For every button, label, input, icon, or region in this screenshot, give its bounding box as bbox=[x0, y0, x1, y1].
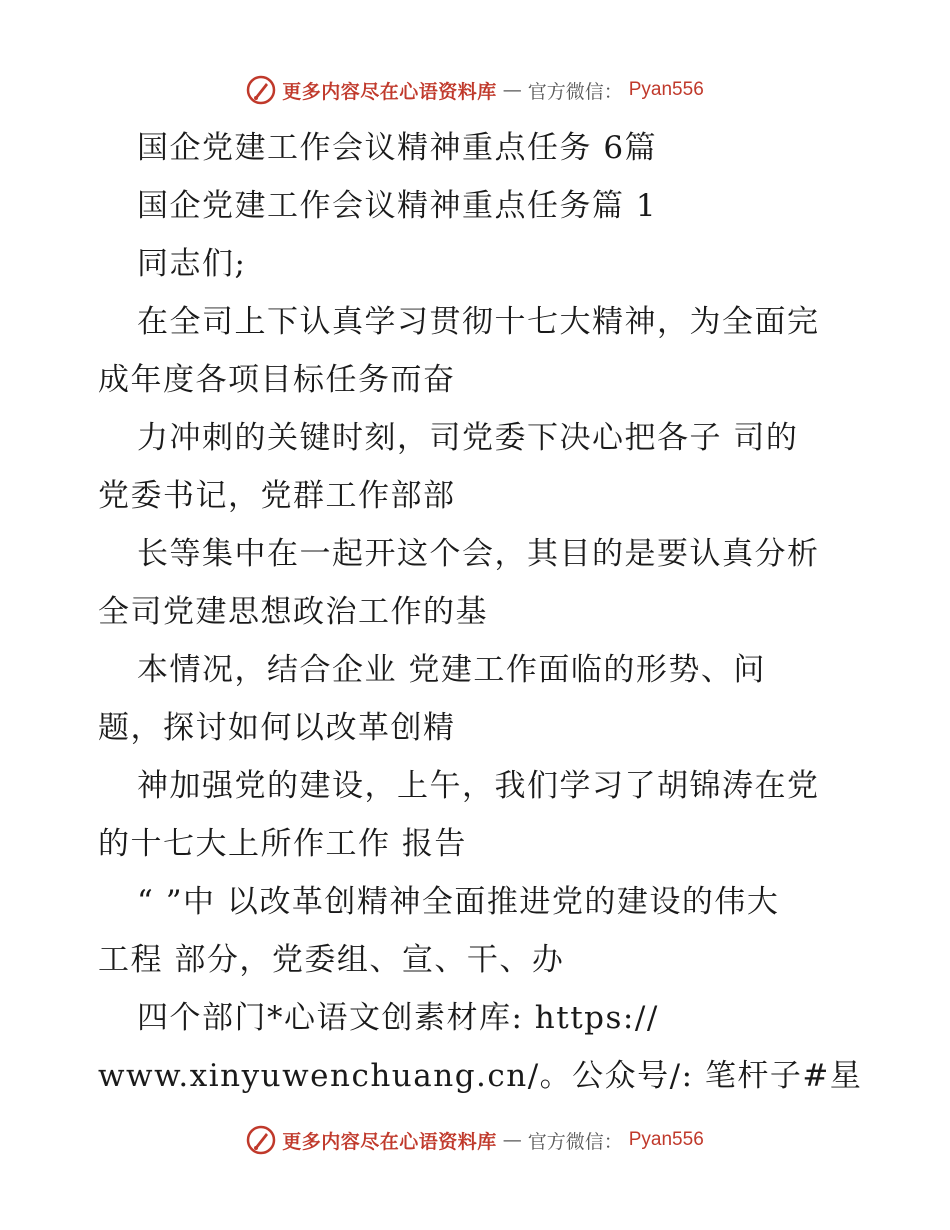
section-heading: 国企党建工作会议精神重点任务篇 1 bbox=[137, 188, 658, 224]
watermark-separator: — bbox=[502, 1129, 522, 1151]
paragraph-line: “ ”中 以改革创精神全面推进党的建设的伟大 bbox=[137, 884, 780, 920]
paragraph-line: 全司党建思想政治工作的基 bbox=[98, 594, 488, 630]
bottom-watermark-banner bbox=[0, 1120, 950, 1160]
paragraph-line: 工程 部分，党委组、宣、干、办 bbox=[98, 942, 565, 978]
paragraph-line: www.xinyuwenchuang.cn/。公众号/: 笔杆子#星 bbox=[98, 1058, 863, 1094]
paragraph-line: 题，探讨如何以改革创精 bbox=[98, 710, 456, 746]
watermark-wechat-id: Pyan556 bbox=[628, 1129, 704, 1150]
salutation-line: 同志们; bbox=[137, 246, 247, 282]
document-title: 国企党建工作会议精神重点任务 6篇 bbox=[137, 130, 658, 166]
quill-pen-logo-icon bbox=[246, 1125, 276, 1155]
quill-pen-logo-icon bbox=[246, 75, 276, 105]
watermark-promo-text: 更多内容尽在心语资料库 bbox=[282, 80, 497, 103]
paragraph-line: 成年度各项目标任务而奋 bbox=[98, 362, 456, 398]
paragraph-line: 神加强党的建设，上午，我们学习了胡锦涛在党 bbox=[137, 768, 820, 804]
watermark-wechat-label: 官方微信： bbox=[527, 80, 623, 103]
watermark-wechat-id: Pyan556 bbox=[628, 79, 704, 100]
paragraph-line: 力冲刺的关键时刻，司党委下决心把各子 司的 bbox=[137, 420, 799, 456]
paragraph-line: 四个部门*心语文创素材库: https:// bbox=[137, 1000, 659, 1036]
watermark-separator: — bbox=[502, 79, 522, 101]
paragraph-line: 长等集中在一起开这个会，其目的是要认真分析 bbox=[137, 536, 820, 572]
watermark-wechat-label: 官方微信： bbox=[527, 1130, 623, 1153]
top-watermark-banner bbox=[0, 70, 950, 110]
paragraph-line: 党委书记，党群工作部部 bbox=[98, 478, 456, 514]
paragraph-line: 在全司上下认真学习贯彻十七大精神，为全面完 bbox=[137, 304, 820, 340]
watermark-promo-text: 更多内容尽在心语资料库 bbox=[282, 1130, 497, 1153]
paragraph-line: 的十七大上所作工作 报告 bbox=[98, 826, 467, 862]
paragraph-line: 本情况，结合企业 党建工作面临的形势、问 bbox=[137, 652, 766, 688]
